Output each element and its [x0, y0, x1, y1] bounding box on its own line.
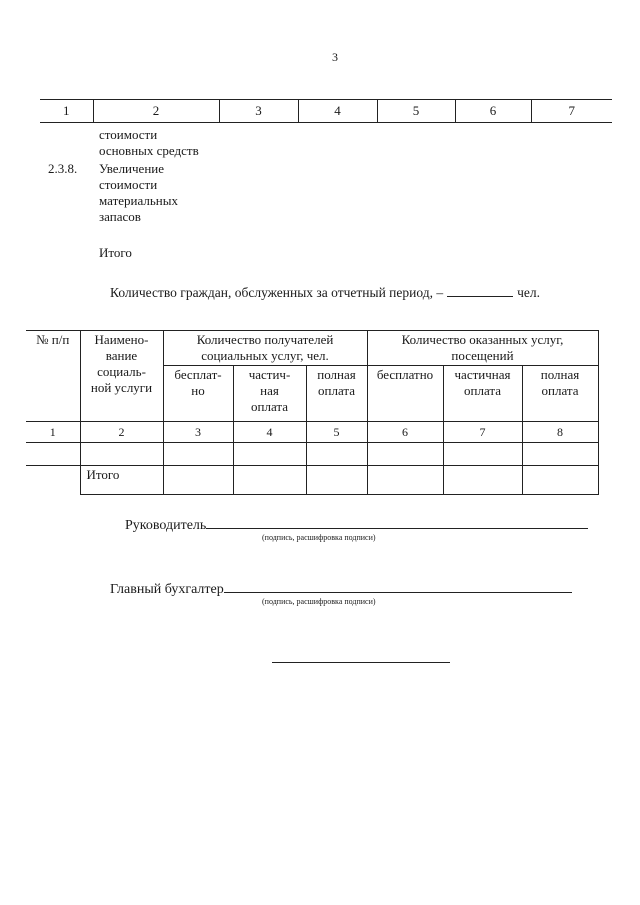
- table-cell[interactable]: [233, 443, 306, 466]
- text-line: Увеличение: [99, 161, 165, 176]
- head-signature-caption: (подпись, расшифровка подписи): [262, 533, 376, 542]
- table-row: [26, 443, 598, 466]
- table-cell[interactable]: [443, 443, 522, 466]
- table-cell: [26, 466, 80, 495]
- citizens-count-blank[interactable]: [447, 284, 513, 297]
- bottom-divider: [272, 662, 450, 663]
- sub-header-free: [367, 366, 443, 422]
- index-cell: 5: [306, 422, 367, 443]
- header-line: Количество получателей: [196, 332, 334, 347]
- header-line: оплата: [464, 383, 501, 398]
- text-line: стоимости: [99, 127, 158, 142]
- header-line: ной услуги: [90, 380, 153, 395]
- item-number: 2.3.8.: [48, 161, 78, 176]
- header-line: но: [191, 383, 205, 398]
- index-cell: 7: [443, 422, 522, 443]
- header-line: частич-: [248, 367, 291, 382]
- header-line: вание: [105, 348, 138, 363]
- column-number-header: [40, 99, 612, 123]
- index-cell: 6: [367, 422, 443, 443]
- header-cell: 1: [40, 100, 93, 123]
- header-line: бесплат-: [174, 367, 222, 382]
- header-line: социальных услуг, чел.: [201, 348, 329, 363]
- citizens-served-line: [110, 284, 540, 301]
- col-header-service-name: [80, 331, 163, 422]
- sub-header-partial: [443, 366, 522, 422]
- head-label: Руководитель: [125, 518, 207, 533]
- table-cell[interactable]: [306, 466, 367, 495]
- index-cell: 3: [163, 422, 233, 443]
- header-line: социаль-: [97, 364, 146, 379]
- index-cell: 2: [80, 422, 163, 443]
- header-line: посещений: [451, 348, 514, 363]
- group-header-services: [367, 331, 598, 366]
- citizens-unit: чел.: [517, 285, 541, 300]
- index-cell: 4: [233, 422, 306, 443]
- table-cell[interactable]: [233, 466, 306, 495]
- header-line: полная: [540, 367, 580, 382]
- table-cell[interactable]: [306, 443, 367, 466]
- header-line: ная: [260, 383, 279, 398]
- header-cell: 5: [377, 100, 455, 123]
- header-line: оплата: [318, 383, 355, 398]
- table-cell[interactable]: [163, 443, 233, 466]
- header-line: бесплатно: [376, 367, 434, 382]
- head-signature-row: [125, 514, 588, 534]
- head-signature-line[interactable]: [206, 514, 588, 529]
- sub-header-full: [522, 366, 598, 422]
- text-line: основных средств: [99, 143, 199, 158]
- continued-item-text: [99, 127, 199, 159]
- sub-header-full: [306, 366, 367, 422]
- header-line: полная: [317, 367, 356, 382]
- table-cell[interactable]: [367, 443, 443, 466]
- table-cell[interactable]: [522, 466, 598, 495]
- header-line: оплата: [251, 399, 288, 414]
- total-label: Итого: [99, 245, 132, 260]
- header-cell: 6: [455, 100, 531, 123]
- table-cell[interactable]: [163, 466, 233, 495]
- sub-header-free: [163, 366, 233, 422]
- total-row-label: Итого: [80, 466, 163, 495]
- page-number: 3: [332, 50, 338, 64]
- header-line: Количество оказанных услуг,: [401, 332, 564, 347]
- text-line: материальных: [99, 193, 178, 208]
- index-cell: 1: [26, 422, 80, 443]
- group-header-recipients: [163, 331, 367, 366]
- table-cell[interactable]: [26, 443, 80, 466]
- header-line: частичная: [454, 367, 511, 382]
- accountant-signature-row: [110, 578, 572, 598]
- accountant-label: Главный бухгалтер: [110, 582, 224, 597]
- total-row: [26, 466, 598, 495]
- citizens-label: Количество граждан, обслуженных за отчетный период, –: [110, 285, 444, 300]
- header-line: Наимено-: [94, 332, 149, 347]
- header-cell: 4: [298, 100, 377, 123]
- table-cell[interactable]: [522, 443, 598, 466]
- col-header-number: [26, 331, 80, 422]
- column-index-row: [26, 422, 598, 443]
- sub-header-partial: [233, 366, 306, 422]
- header-cell: 7: [531, 100, 612, 123]
- item-text: [99, 161, 178, 225]
- table-cell[interactable]: [80, 443, 163, 466]
- text-line: стоимости: [99, 177, 158, 192]
- index-cell: 8: [522, 422, 598, 443]
- header-line: № п/п: [36, 332, 70, 347]
- accountant-signature-caption: (подпись, расшифровка подписи): [262, 597, 376, 606]
- header-line: оплата: [541, 383, 579, 398]
- header-cell: 2: [93, 100, 219, 123]
- header-cell: 3: [219, 100, 298, 123]
- services-table: [26, 330, 599, 495]
- text-line: запасов: [99, 209, 141, 224]
- table-cell[interactable]: [443, 466, 522, 495]
- table-cell[interactable]: [367, 466, 443, 495]
- accountant-signature-line[interactable]: [224, 578, 572, 593]
